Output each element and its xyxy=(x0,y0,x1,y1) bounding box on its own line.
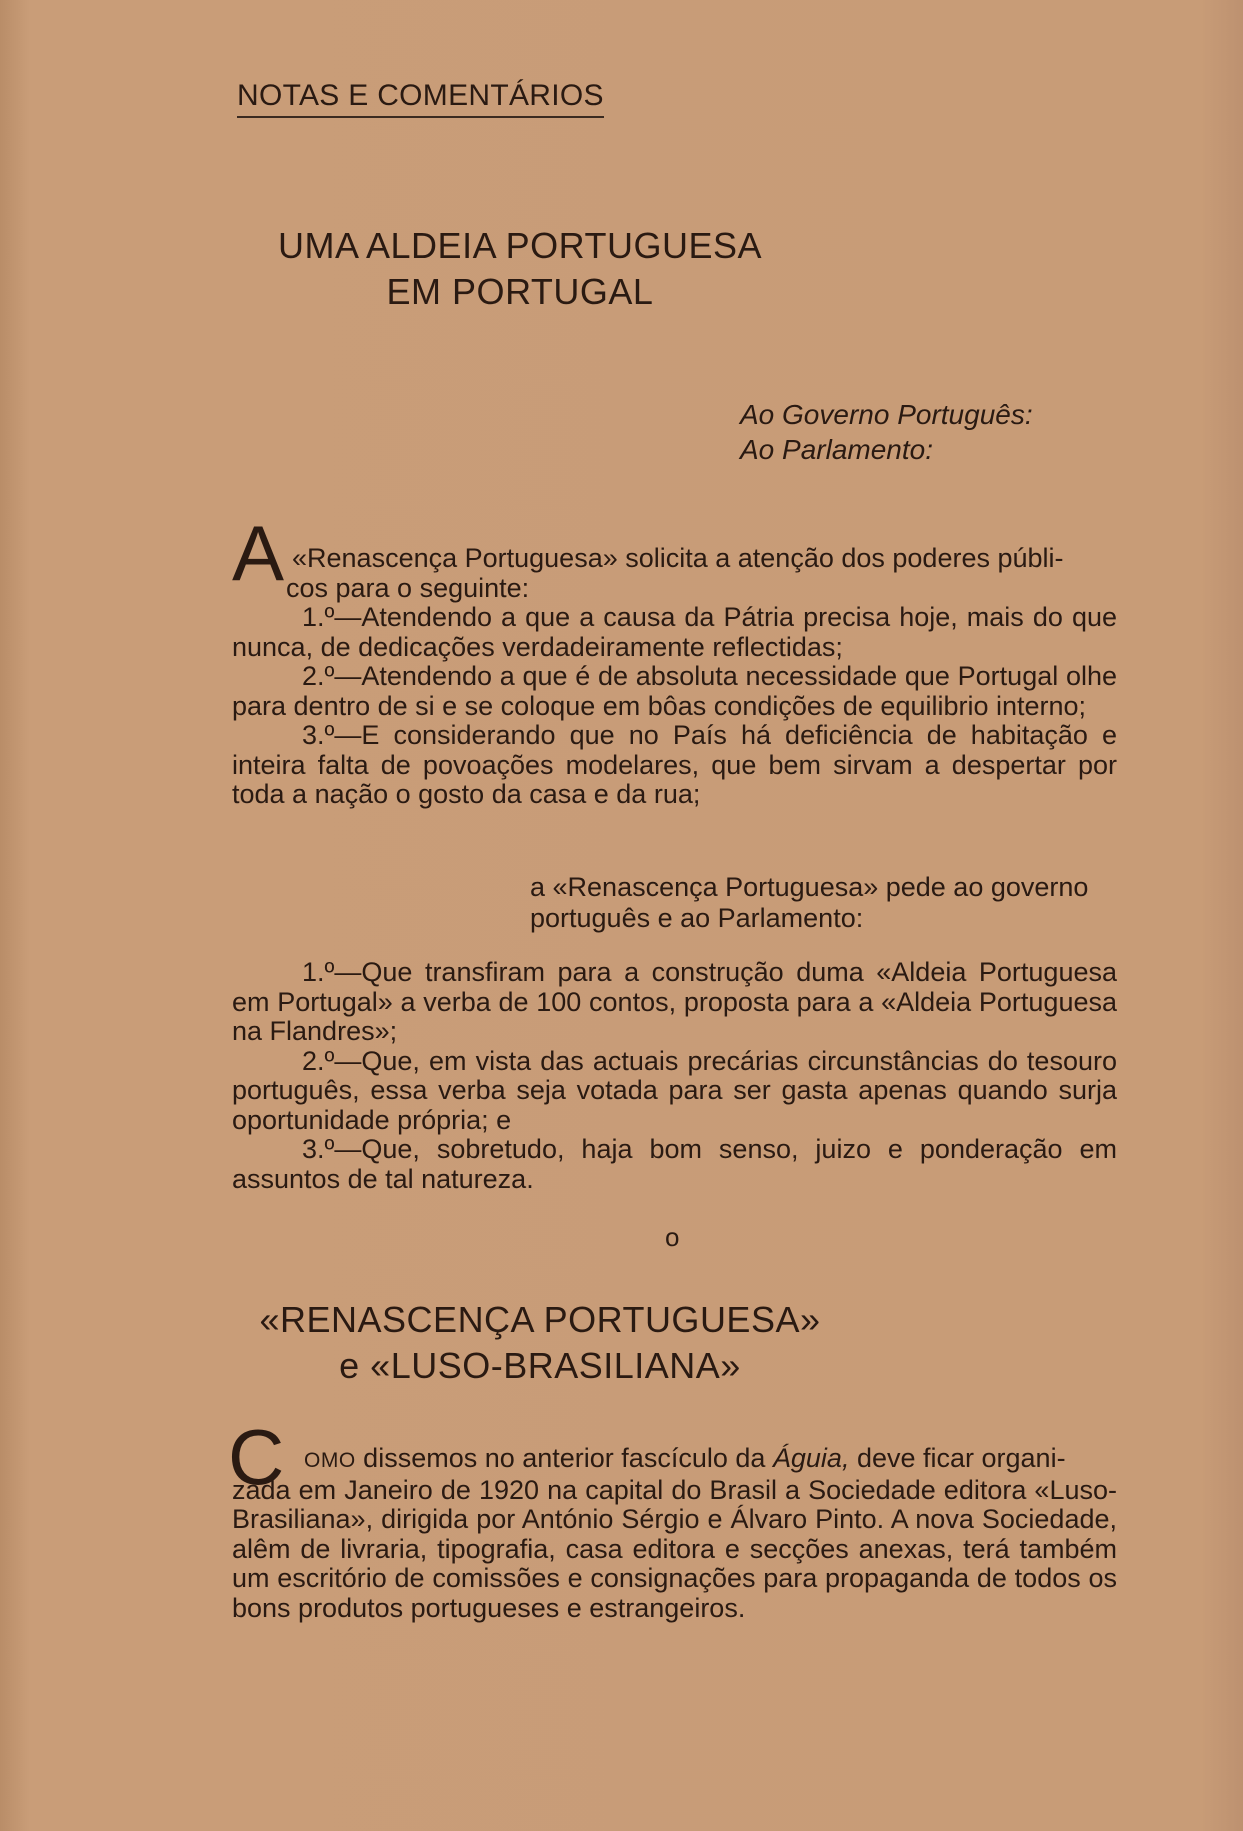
title-line: EM PORTUGAL xyxy=(386,271,654,312)
italic-title: Águia, xyxy=(772,1443,850,1473)
article-title xyxy=(200,1297,880,1389)
considerations-block xyxy=(232,544,1117,810)
first-word: OMO xyxy=(304,1449,356,1472)
title-line: e «LUSO-BRASILIANA» xyxy=(339,1345,741,1386)
title-line: UMA ALDEIA PORTUGUESA xyxy=(278,225,762,266)
address-line: Ao Governo Português: xyxy=(740,399,1033,430)
article-body xyxy=(232,1444,1117,1623)
address-line: Ao Parlamento: xyxy=(740,434,933,465)
title-line: «RENASCENÇA PORTUGUESA» xyxy=(259,1299,821,1340)
request-intro xyxy=(530,872,1120,934)
requests-block xyxy=(232,958,1117,1194)
drop-cap: A xyxy=(232,509,285,597)
request-item: 3.º—Que, sobretudo, haja bom senso, juizo e ponderação em assuntos de tal natureza. xyxy=(232,1134,1117,1194)
consideration-item: 2.º—Atendendo a que é de absoluta necessidade que Portugal olhe para dentro de si e se coloque em bôas condições de equilibrio interno; xyxy=(232,661,1117,721)
first-line xyxy=(232,1444,1117,1476)
address-block xyxy=(740,397,1033,467)
request-line: português e ao Parlamento: xyxy=(530,903,864,933)
request-item: 2.º—Que, em vista das actuais precárias circunstâncias do tesouro português, essa verba seja votada para ser gasta apenas quando surja oportunidade própria; e xyxy=(232,1045,1117,1135)
body-text: zada em Janeiro de 1920 na capital do Brasil a Sociedade editora «Luso-Brasiliana», dirigida por António Sérgio e Álvaro Pinto. A nova Sociedade, alêm de livraria, tipografia, casa editora e secções anexas, terá também um escritório de comissões e consignações para propaganda de todos os bons produtos portugueses e estrangeiros. xyxy=(232,1474,1117,1623)
intro-line: cos para o seguinte: xyxy=(286,572,530,603)
consideration-item: 3.º—E considerando que no País há deficiência de habitação e inteira falta de povoações modelares, que bem sirvam a despertar por toda a nação o gosto da casa e da rua; xyxy=(232,720,1117,809)
intro-line: «Renascença Portuguesa» solicita a atenção dos poderes públi- xyxy=(292,543,1064,573)
drop-cap: C xyxy=(228,1413,285,1501)
request-item: 1.º—Que transfiram para a construção duma «Aldeia Portuguesa em Portugal» a verba de 100 contos, proposta para a «Aldeia Portuguesa na Flandres»; xyxy=(232,957,1117,1046)
article-title xyxy=(190,223,850,315)
text-run: deve ficar organi- xyxy=(849,1443,1066,1473)
consideration-item: 1.º—Atendendo a que a causa da Pátria precisa hoje, mais do que nunca, de dedicações verdadeiramente reflectidas; xyxy=(232,602,1117,662)
request-line: a «Renascença Portuguesa» pede ao governo xyxy=(530,872,1089,902)
separator-ornament: o xyxy=(665,1222,680,1252)
text-run: dissemos no anterior fascículo da xyxy=(355,1443,773,1473)
section-header: NOTAS E COMENTÁRIOS xyxy=(237,78,604,118)
